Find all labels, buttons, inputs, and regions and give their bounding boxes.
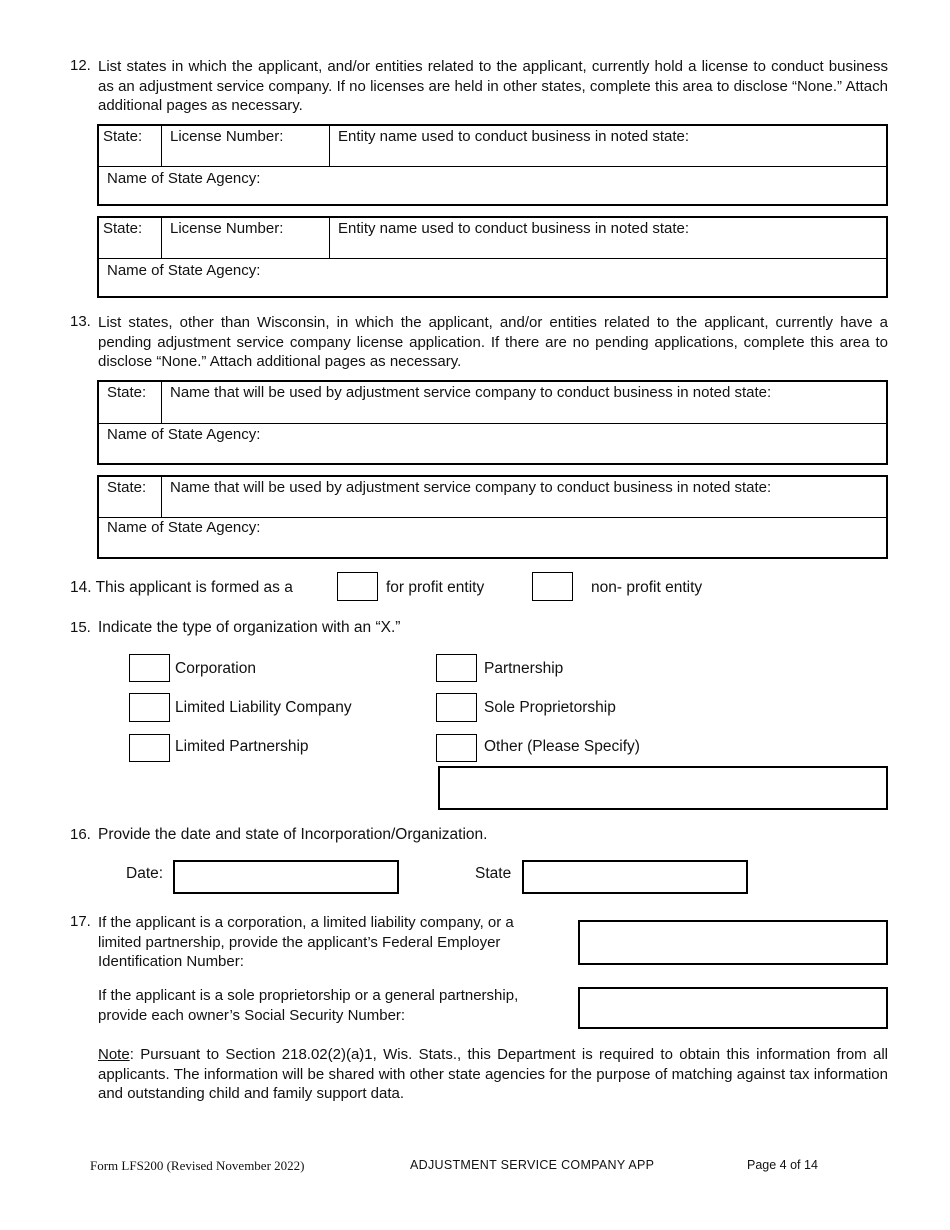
partnership-label: Partnership [484, 660, 564, 677]
other-label: Other (Please Specify) [484, 738, 640, 755]
q12-table-2 [97, 216, 888, 298]
limited-partnership-checkbox[interactable] [129, 734, 170, 762]
state-agency-label: Name of State Agency: [107, 262, 261, 279]
state-label: State: [107, 479, 147, 496]
footer-page: Page 4 of 14 [747, 1158, 818, 1172]
q14-text: 14. This applicant is formed as a [70, 579, 293, 596]
q12-number: 12. [70, 57, 91, 74]
for-profit-label: for profit entity [386, 579, 485, 596]
corporation-checkbox[interactable] [129, 654, 170, 682]
q16-number: 16. [70, 826, 91, 843]
state-label: State [475, 865, 512, 882]
state-field[interactable] [522, 860, 748, 894]
q17-note [98, 1045, 888, 1104]
footer-form-id: Form LFS200 (Revised November 2022) [90, 1158, 305, 1173]
state-agency-label: Name of State Agency: [107, 170, 261, 187]
for-profit-checkbox[interactable] [337, 572, 378, 601]
state-agency-label: Name of State Agency: [107, 519, 261, 536]
partnership-checkbox[interactable] [436, 654, 477, 682]
q15-number: 15. [70, 619, 91, 636]
fein-field[interactable] [578, 920, 888, 965]
business-name-label: Name that will be used by adjustment service company to conduct business in noted state: [170, 384, 772, 401]
state-label: State: [103, 220, 143, 237]
sole-proprietorship-checkbox[interactable] [436, 693, 477, 722]
q13-number: 13. [70, 313, 91, 330]
limited-partnership-label: Limited Partnership [175, 738, 309, 755]
note-label: Note [98, 1046, 130, 1063]
footer-title: ADJUSTMENT SERVICE COMPANY APP [410, 1158, 655, 1172]
q15-text: Indicate the type of organization with an “X.” [98, 619, 401, 636]
q13-text: List states, other than Wisconsin, in which the applicant, and/or entities related to the applicant, currently have a pending adjustment service company license application. If there are no pending applications, complete this area to disclose “None.” Attach additional pages as necessary. [98, 314, 888, 370]
entity-name-label: Entity name used to conduct business in noted state: [338, 128, 690, 145]
date-label: Date: [126, 865, 164, 882]
license-number-label: License Number: [170, 220, 284, 237]
ssn-field[interactable] [578, 987, 888, 1029]
sole-proprietorship-label: Sole Proprietorship [484, 699, 616, 716]
state-label: State: [103, 128, 143, 145]
q17-ssn-text: If the applicant is a sole proprietorship or a general partnership, provide each owner’s Social Security Number: [98, 987, 519, 1024]
non-profit-label: non- profit entity [591, 579, 703, 596]
other-specify-field[interactable] [438, 766, 888, 810]
q12-text: List states in which the applicant, and/or entities related to the applicant, currently hold a license to conduct business as an adjustment service company. If no licenses are held in other states, complete this area to disclose “None.” Attach additional pages as necessary. [98, 58, 888, 114]
q17-number: 17. [70, 913, 91, 930]
llc-label: Limited Liability Company [175, 699, 352, 716]
q13-table-2 [97, 475, 888, 559]
business-name-label: Name that will be used by adjustment service company to conduct business in noted state: [170, 479, 772, 496]
llc-checkbox[interactable] [129, 693, 170, 722]
non-profit-checkbox[interactable] [532, 572, 573, 601]
q13-table-1 [97, 380, 888, 465]
date-field[interactable] [173, 860, 399, 894]
q17-fein-text: If the applicant is a corporation, a limited liability company, or a limited partnership, provide the applicant’s Federal Employer Identification Number: [98, 914, 514, 970]
other-checkbox[interactable] [436, 734, 477, 762]
entity-name-label: Entity name used to conduct business in noted state: [338, 220, 690, 237]
q16-text: Provide the date and state of Incorporation/Organization. [98, 826, 488, 843]
state-label: State: [107, 384, 147, 401]
q12-table-1 [97, 124, 888, 206]
corporation-label: Corporation [175, 660, 256, 677]
license-number-label: License Number: [170, 128, 284, 145]
state-agency-label: Name of State Agency: [107, 426, 261, 443]
note-text: : Pursuant to Section 218.02(2)(a)1, Wis. Stats., this Department is required to obtain this information from all applicants. The information will be shared with other state agencies for the purpose of matching against tax information and outstanding child and family support data. [98, 1046, 888, 1102]
